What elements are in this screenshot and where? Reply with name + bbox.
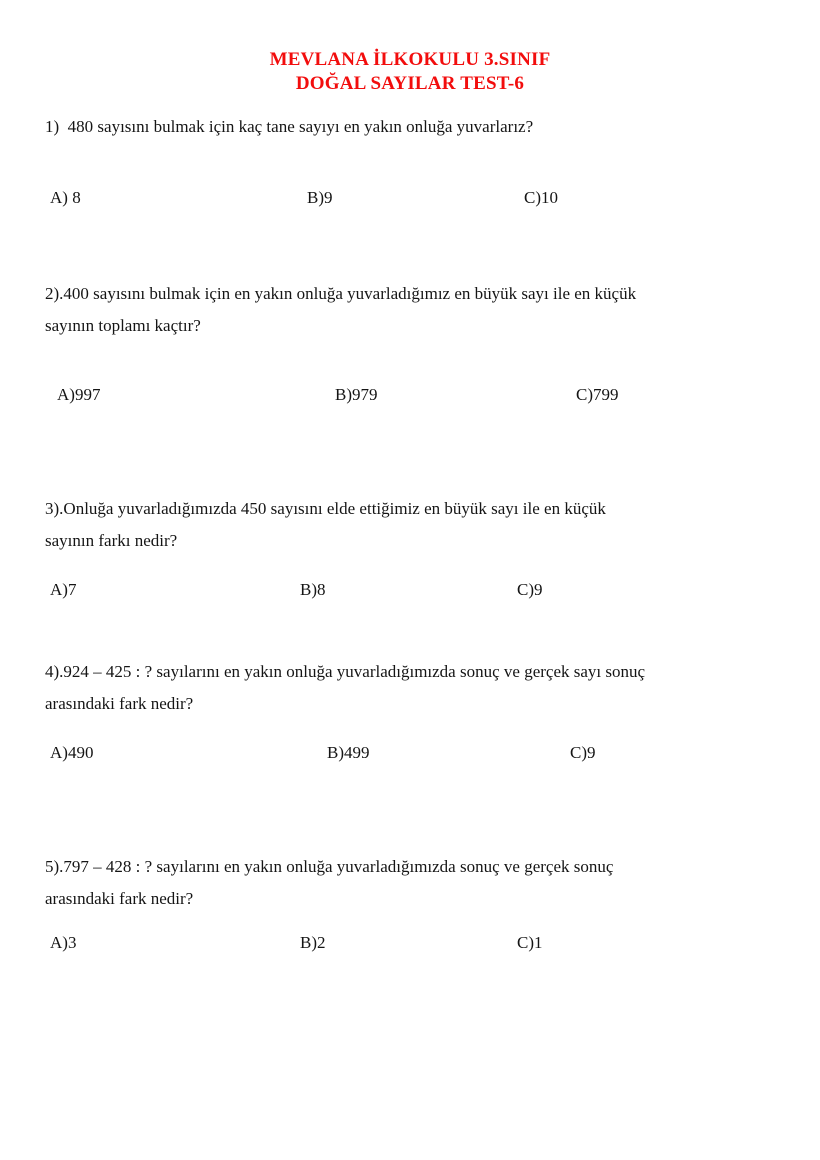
question-4-option-c: C)9 — [570, 743, 596, 762]
question-2-options — [0, 383, 820, 407]
question-1-option-c: C)10 — [524, 188, 558, 207]
question-2-option-c: C)799 — [576, 385, 619, 404]
question-3-option-a: A)7 — [50, 580, 77, 599]
question-1-options — [0, 186, 820, 210]
question-5-option-b: B)2 — [300, 933, 326, 952]
question-3-line-1: 3).Onluğa yuvarladığımızda 450 sayısını elde ettiğimiz en büyük sayı ile en küçük — [45, 499, 606, 518]
question-3-line-2: sayının farkı nedir? — [45, 531, 178, 550]
title-line-2: DOĞAL SAYILAR TEST-6 — [295, 73, 525, 94]
question-2-option-b: B)979 — [335, 385, 378, 404]
question-4-line-1: 4).924 – 425 : ? sayılarını en yakın onluğa yuvarladığımızda sonuç ve gerçek sayı sonuç — [45, 662, 646, 681]
question-5-text — [45, 851, 745, 915]
question-5-options — [0, 931, 820, 955]
question-3-options — [0, 578, 820, 602]
question-3-option-c: C)9 — [517, 580, 543, 599]
question-4-option-b: B)499 — [327, 743, 370, 762]
question-3-text — [45, 493, 745, 557]
question-2-option-a: A)997 — [57, 385, 101, 404]
worksheet-title — [0, 48, 820, 96]
question-2-text — [45, 278, 745, 342]
question-4-options — [0, 741, 820, 765]
question-1-text — [45, 111, 745, 143]
question-5-line-2: arasındaki fark nedir? — [45, 889, 194, 908]
question-1-line-1: 1) 480 sayısını bulmak için kaç tane sayıyı en yakın onluğa yuvarlarız? — [45, 117, 534, 136]
title-line-1: MEVLANA İLKOKULU 3.SINIF — [269, 49, 551, 70]
question-4-option-a: A)490 — [50, 743, 94, 762]
question-3-option-b: B)8 — [300, 580, 326, 599]
question-2-line-2: sayının toplamı kaçtır? — [45, 316, 201, 335]
question-5-option-c: C)1 — [517, 933, 543, 952]
question-5-line-1: 5).797 – 428 : ? sayılarını en yakın onluğa yuvarladığımızda sonuç ve gerçek sonuç — [45, 857, 614, 876]
question-4-line-2: arasındaki fark nedir? — [45, 694, 194, 713]
question-2-line-1: 2).400 sayısını bulmak için en yakın onluğa yuvarladığımız en büyük sayı ile en küçük — [45, 284, 637, 303]
question-1-option-a: A) 8 — [50, 188, 81, 207]
question-1-option-b: B)9 — [307, 188, 333, 207]
question-5-option-a: A)3 — [50, 933, 77, 952]
question-4-text — [45, 656, 745, 720]
